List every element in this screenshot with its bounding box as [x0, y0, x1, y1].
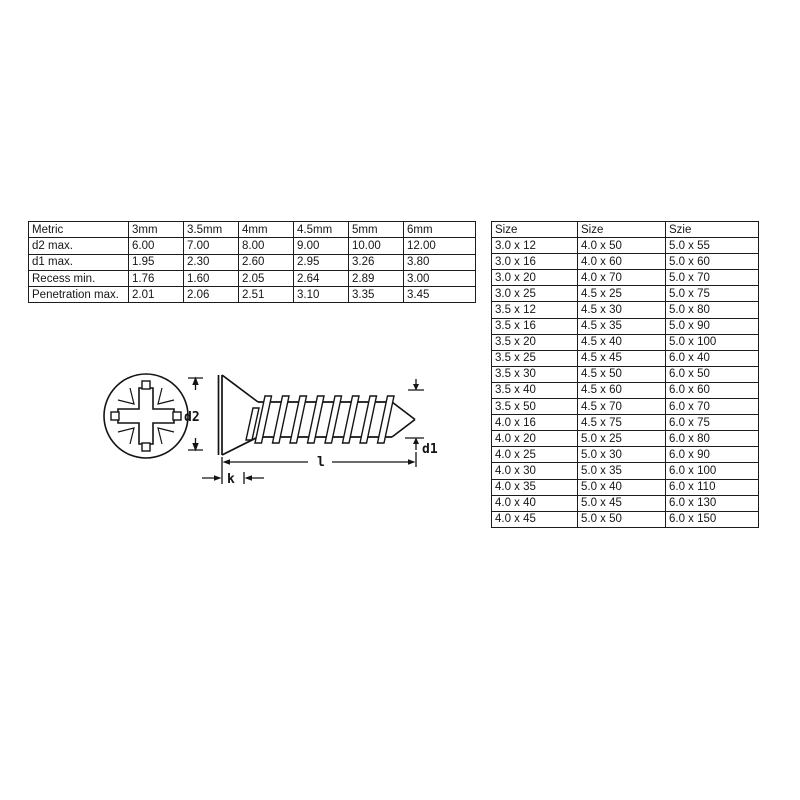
- cell: 1.76: [129, 270, 184, 286]
- header-cell: 6mm: [404, 222, 476, 238]
- cell: 6.0 x 70: [666, 399, 759, 415]
- table-row: [492, 286, 759, 302]
- cell: 6.0 x 150: [666, 511, 759, 527]
- table-row: [492, 350, 759, 366]
- cell: 4.5 x 50: [578, 366, 666, 382]
- cell: 3.5 x 20: [492, 334, 578, 350]
- cell: 2.06: [184, 287, 239, 303]
- length-label: l: [317, 455, 325, 470]
- cell: 6.0 x 90: [666, 447, 759, 463]
- table-row: [492, 302, 759, 318]
- row-label: d2 max.: [29, 238, 129, 254]
- cell: 6.0 x 60: [666, 382, 759, 398]
- table-row: [492, 479, 759, 495]
- screw-technical-drawing: [90, 360, 480, 500]
- cell: 10.00: [349, 238, 404, 254]
- row-label: Recess min.: [29, 270, 129, 286]
- cell: 2.64: [294, 270, 349, 286]
- cell: 6.0 x 80: [666, 431, 759, 447]
- cell: 4.5 x 45: [578, 350, 666, 366]
- cell: 5.0 x 100: [666, 334, 759, 350]
- cell: 5.0 x 75: [666, 286, 759, 302]
- cell: 4.5 x 25: [578, 286, 666, 302]
- header-cell: 4.5mm: [294, 222, 349, 238]
- table-row: [492, 431, 759, 447]
- cell: 3.5 x 30: [492, 366, 578, 382]
- cell: 9.00: [294, 238, 349, 254]
- metric-header-row: [29, 222, 476, 238]
- cell: 5.0 x 45: [578, 495, 666, 511]
- metric-table: [28, 221, 476, 303]
- cell: 4.5 x 35: [578, 318, 666, 334]
- cell: 5.0 x 90: [666, 318, 759, 334]
- table-row: [29, 238, 476, 254]
- table-row: [29, 270, 476, 286]
- cell: 4.0 x 40: [492, 495, 578, 511]
- cell: 3.00: [404, 270, 476, 286]
- cell: 5.0 x 70: [666, 270, 759, 286]
- header-cell: Metric: [29, 222, 129, 238]
- cell: 1.60: [184, 270, 239, 286]
- table-row: [492, 366, 759, 382]
- cell: 3.0 x 16: [492, 254, 578, 270]
- cell: 3.0 x 25: [492, 286, 578, 302]
- cell: 3.26: [349, 254, 404, 270]
- cell: 4.0 x 50: [578, 238, 666, 254]
- table-row: [492, 318, 759, 334]
- cell: 2.95: [294, 254, 349, 270]
- header-cell: 5mm: [349, 222, 404, 238]
- header-cell: 3mm: [129, 222, 184, 238]
- table-row: [492, 238, 759, 254]
- table-row: [492, 511, 759, 527]
- cell: 6.0 x 110: [666, 479, 759, 495]
- table-row: [492, 382, 759, 398]
- pozidriv-cross: [118, 388, 174, 444]
- cell: 4.0 x 30: [492, 463, 578, 479]
- cell: 2.51: [239, 287, 294, 303]
- cell: 4.0 x 16: [492, 415, 578, 431]
- table-row: [29, 287, 476, 303]
- table-row: [492, 415, 759, 431]
- cell: 3.5 x 12: [492, 302, 578, 318]
- cell: 5.0 x 60: [666, 254, 759, 270]
- cell: 3.0 x 12: [492, 238, 578, 254]
- d2-label: d2: [184, 410, 200, 425]
- cell: 4.0 x 60: [578, 254, 666, 270]
- header-cell: Size: [578, 222, 666, 238]
- cell: 6.0 x 75: [666, 415, 759, 431]
- header-cell: 3.5mm: [184, 222, 239, 238]
- header-cell: Szie: [666, 222, 759, 238]
- cell: 5.0 x 30: [578, 447, 666, 463]
- cell: 2.89: [349, 270, 404, 286]
- size-header-row: [492, 222, 759, 238]
- cell: 3.5 x 40: [492, 382, 578, 398]
- cell: 4.5 x 75: [578, 415, 666, 431]
- header-cell: 4mm: [239, 222, 294, 238]
- cell: 3.5 x 50: [492, 399, 578, 415]
- cell: 7.00: [184, 238, 239, 254]
- table-row: [492, 495, 759, 511]
- cell: 4.5 x 30: [578, 302, 666, 318]
- cell: 6.0 x 40: [666, 350, 759, 366]
- table-row: [492, 399, 759, 415]
- screw-threads: [246, 396, 394, 443]
- table-row: [492, 254, 759, 270]
- cell: 12.00: [404, 238, 476, 254]
- cell: 5.0 x 40: [578, 479, 666, 495]
- cell: 4.0 x 35: [492, 479, 578, 495]
- table-row: [492, 447, 759, 463]
- cell: 4.5 x 40: [578, 334, 666, 350]
- cell: 3.0 x 20: [492, 270, 578, 286]
- dimension-d1: [405, 379, 438, 457]
- cell: 3.10: [294, 287, 349, 303]
- row-label: d1 max.: [29, 254, 129, 270]
- pozidriv-head-view: [104, 374, 188, 458]
- table-row: [492, 334, 759, 350]
- cell: 2.30: [184, 254, 239, 270]
- cell: 6.0 x 100: [666, 463, 759, 479]
- row-label: Penetration max.: [29, 287, 129, 303]
- cell: 3.5 x 16: [492, 318, 578, 334]
- dimension-k: [202, 472, 264, 487]
- cell: 4.5 x 70: [578, 399, 666, 415]
- cell: 3.35: [349, 287, 404, 303]
- cell: 2.60: [239, 254, 294, 270]
- cell: 4.0 x 20: [492, 431, 578, 447]
- cell: 4.0 x 25: [492, 447, 578, 463]
- k-label: k: [227, 472, 235, 487]
- cell: 5.0 x 35: [578, 463, 666, 479]
- header-cell: Size: [492, 222, 578, 238]
- d1-label: d1: [422, 442, 438, 457]
- table-row: [492, 270, 759, 286]
- table-row: [29, 254, 476, 270]
- cell: 6.00: [129, 238, 184, 254]
- cell: 5.0 x 80: [666, 302, 759, 318]
- table-row: [492, 463, 759, 479]
- cell: 2.05: [239, 270, 294, 286]
- cell: 2.01: [129, 287, 184, 303]
- cell: 5.0 x 50: [578, 511, 666, 527]
- screw-side-view: [219, 375, 416, 455]
- cell: 1.95: [129, 254, 184, 270]
- cell: 3.5 x 25: [492, 350, 578, 366]
- cell: 4.0 x 70: [578, 270, 666, 286]
- cell: 8.00: [239, 238, 294, 254]
- cell: 3.80: [404, 254, 476, 270]
- dimension-d2: [184, 377, 203, 452]
- cell: 5.0 x 25: [578, 431, 666, 447]
- cell: 3.45: [404, 287, 476, 303]
- cell: 6.0 x 50: [666, 366, 759, 382]
- cell: 5.0 x 55: [666, 238, 759, 254]
- size-table: [491, 221, 759, 528]
- cell: 4.5 x 60: [578, 382, 666, 398]
- cell: 6.0 x 130: [666, 495, 759, 511]
- pozidriv-wing-marks: [118, 388, 174, 444]
- cell: 4.0 x 45: [492, 511, 578, 527]
